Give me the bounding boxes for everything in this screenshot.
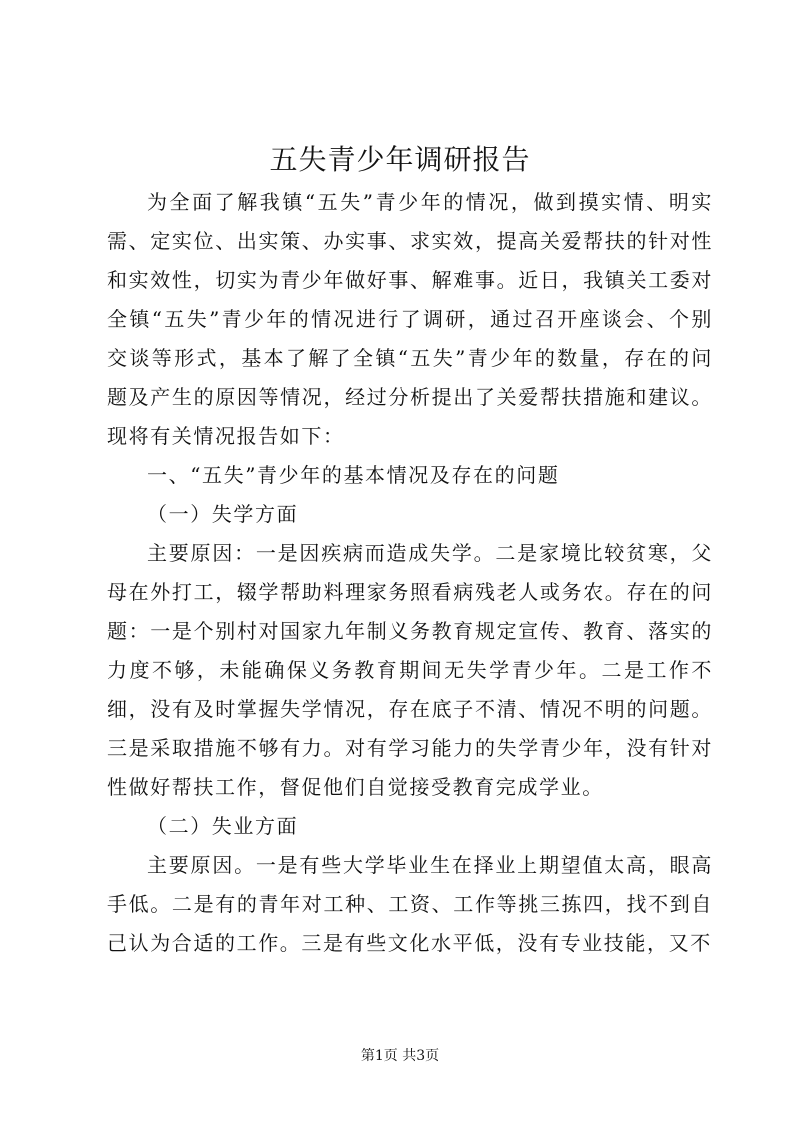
document-body	[107, 183, 713, 963]
intro-paragraph: 为全面了解我镇“五失”青少年的情况，做到摸实情、明实需、定实位、出实策、办实事、求实效，提高关爱帮扶的针对性和实效性，切实为青少年做好事、解难事。近日，我镇关工委对全镇“五失”青少年的情况进行了调研，通过召开座谈会、个别交谈等形式，基本了解了全镇“五失”青少年的数量，存在的问题及产生的原因等情况，经过分析提出了关爱帮扶措施和建议。现将有关情况报告如下：	[107, 190, 713, 448]
subsection-heading-unemployment: （二）失业方面	[147, 814, 299, 838]
dropout-paragraph: 主要原因：一是因疾病而造成失学。二是家境比较贫寒，父母在外打工，辍学帮助料理家务照看病残老人或务农。存在的问题：一是个别村对国家九年制义务教育规定宣传、教育、落实的力度不够，未能确保义务教育期间无失学青少年。二是工作不细，没有及时掌握失学情况，存在底子不清、情况不明的问题。三是采取措施不够有力。对有学习能力的失学青少年，没有针对性做好帮扶工作，督促他们自觉接受教育完成学业。	[107, 541, 713, 799]
subsection-heading-dropout: （一）失学方面	[147, 502, 299, 526]
document-title: 五失青少年调研报告	[269, 143, 531, 176]
unemployment-paragraph: 主要原因。一是有些大学毕业生在择业上期望值太高，眼高手低。二是有的青年对工种、工资、工作等挑三拣四，找不到自己认为合适的工作。三是有些文化水平低，没有专业技能，又不	[107, 853, 713, 955]
page-footer: 第1页 共3页	[360, 1048, 440, 1064]
section-heading: 一、“五失”青少年的基本情况及存在的问题	[147, 463, 560, 487]
